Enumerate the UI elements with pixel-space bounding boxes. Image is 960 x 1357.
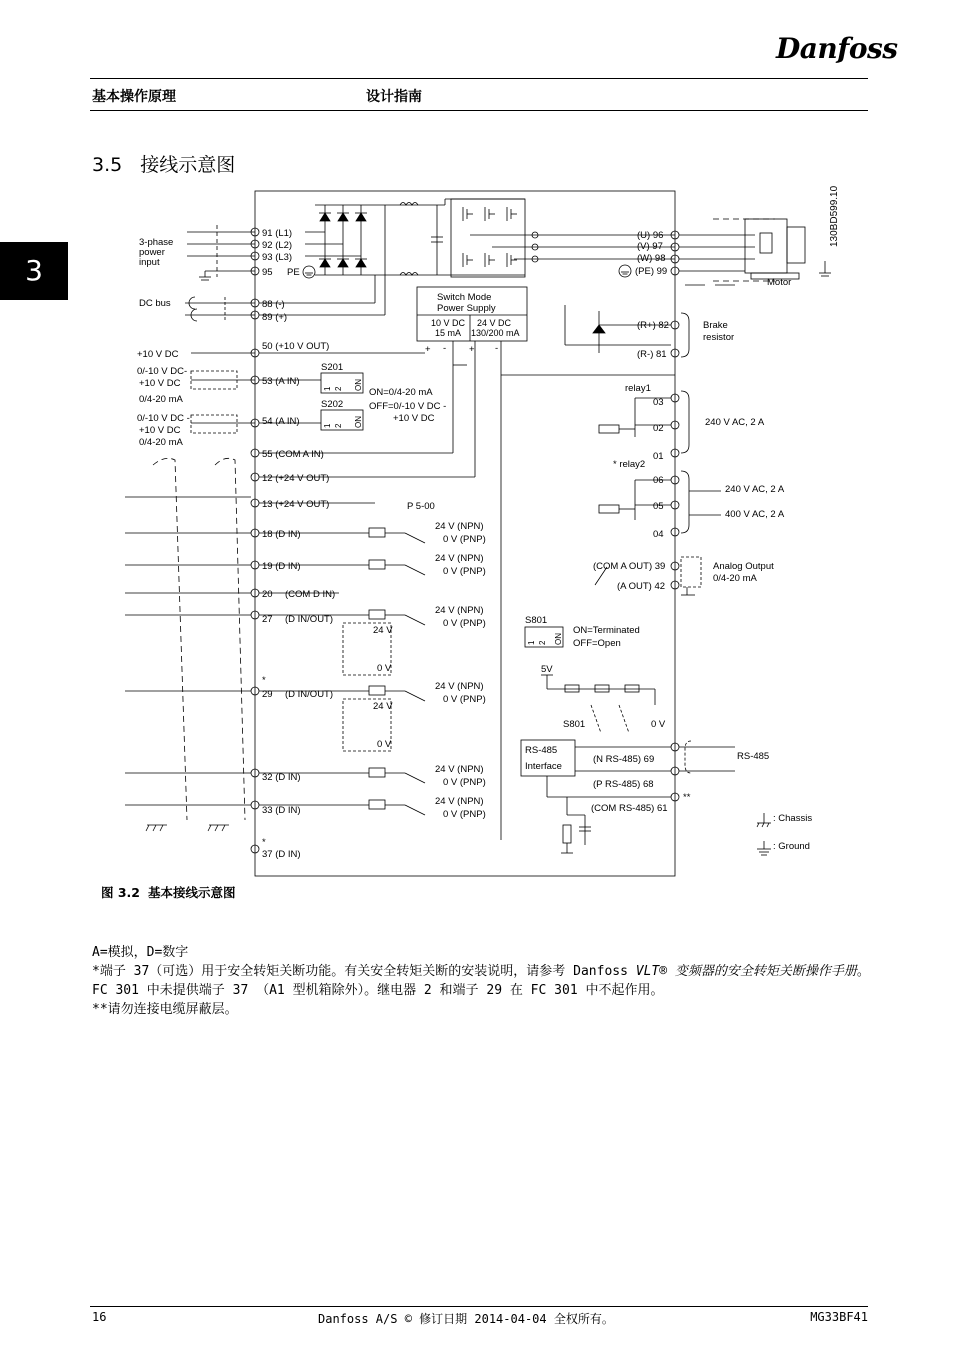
diagram-label: 10 V DC [431, 318, 466, 328]
diagram-label: 24 V (NPN) [435, 605, 484, 616]
relay2-label [613, 459, 645, 470]
diagram-label: 0 V (PNP) [443, 809, 486, 820]
term-42: (A OUT) 42 [617, 581, 666, 592]
diagram-label: * [262, 837, 266, 848]
relay1-coil [599, 425, 619, 433]
term-29: 29 [262, 689, 273, 700]
svg-text:2: 2 [538, 640, 547, 645]
term-19: 19 (D IN) [262, 561, 301, 572]
term-68: (P RS-485) 68 [593, 779, 654, 790]
svg-text:2: 2 [334, 386, 343, 391]
diagram-label: 02 [653, 423, 664, 434]
diagram-label: ON [354, 416, 363, 428]
switch-mode-psu [417, 287, 527, 355]
svg-text:1: 1 [323, 386, 332, 391]
diagram-label: * [613, 459, 617, 470]
diagram-label: RS-485 [737, 751, 770, 762]
footer-rule [90, 1306, 868, 1307]
page-number: 16 [92, 1310, 107, 1324]
note-manual-title: VLT® 变频器的安全转矩关断操作手册 [635, 964, 857, 979]
diagram-label: 24 V (NPN) [435, 681, 484, 692]
diagram-label: OFF=Open [573, 638, 621, 649]
svg-text:2: 2 [334, 423, 343, 428]
term-12: 12 (+24 V OUT) [262, 473, 330, 484]
section-title [92, 150, 253, 177]
diagram-label: 0 V (PNP) [443, 694, 486, 705]
chassis-legend [757, 813, 812, 827]
term-82: (R+) 82 [637, 320, 669, 331]
diagram-label: (D IN/OUT) [285, 689, 334, 700]
term-54: 54 (A IN) [262, 416, 300, 427]
chassis-ground-left [146, 825, 229, 831]
term-93: 93 (L3) [262, 252, 293, 263]
term-55: 55 (COM A IN) [262, 449, 324, 460]
diagram-label: 0/-10 V DC- [137, 366, 188, 377]
diagram-label: 0/-10 V DC - [137, 413, 190, 424]
diagram-label: 0 V (PNP) [443, 566, 486, 577]
inverter-bridge [451, 199, 525, 277]
diagram-label: Power Supply [437, 303, 496, 314]
term-pe: PE [287, 267, 300, 278]
diagram-label: 3-phase [139, 237, 174, 248]
note-shield: **请勿连接电缆屏蔽层。 [92, 1002, 238, 1017]
term-61: (COM RS-485) 61 [591, 803, 668, 814]
diagram-label: 01 [653, 451, 664, 462]
diagram-label: 0/4-20 mA [139, 394, 183, 405]
diagram-label: OFF=0/-10 V DC - [369, 401, 447, 412]
diagram-label: RS-485 [525, 745, 558, 756]
term-50: 50 (+10 V OUT) [262, 341, 330, 352]
diagram-label: + [425, 344, 431, 355]
svg-text:1: 1 [527, 640, 536, 645]
term-20: 20 [262, 589, 273, 600]
diagram-label: 0/4-20 mA [713, 573, 757, 584]
diagram-label: 24 V DC [477, 318, 512, 328]
chapter-tab[interactable]: 3 [0, 242, 68, 300]
diagram-label: 0 V (PNP) [443, 618, 486, 629]
p500-label: P 5-00 [407, 501, 435, 512]
term-53: 53 (A IN) [262, 376, 300, 387]
diagram-label: 0 V (PNP) [443, 534, 486, 545]
diagram-label: 130/200 mA [471, 328, 520, 338]
figure-number: 图 3.2 [101, 885, 140, 900]
term-18: 18 (D IN) [262, 529, 301, 540]
diagram-label: 24 V (NPN) [435, 796, 484, 807]
diagram-label: +10 V DC [139, 378, 181, 389]
pe-ground-icon [303, 266, 315, 278]
term-99: (PE) 99 [635, 266, 668, 277]
term-37: 37 (D IN) [262, 849, 301, 860]
dc-bus-label: DC bus [139, 298, 171, 309]
diagram-label: 0 V [377, 739, 392, 750]
diagram-label: + [469, 344, 475, 355]
note-terminal-37: *端子 37（可选）用于安全转矩关断功能。有关安全转矩关断的安装说明，请参考 Danfoss VLT® 变频器的安全转矩关断操作手册。FC 301 中未提供端子 37 （A1 型机箱除外）。继电器 2 和端子 29 在 FC 301 中不起作用。 [92, 964, 870, 998]
diagram-label: 15 mA [435, 328, 462, 338]
term-81: (R-) 81 [637, 349, 667, 360]
motor [745, 219, 787, 273]
figure-caption [101, 883, 236, 901]
term-96: (U) 96 [637, 230, 664, 241]
note-analog-digital: A=模拟，D=数字 [92, 945, 189, 960]
footer-copyright: Danfoss A/S © 修订日期 2014-04-04 全权所有。 [318, 1312, 614, 1326]
s801-label: S801 [525, 615, 548, 626]
section-number: 3.5 [92, 154, 123, 176]
diagram-label: - [495, 343, 499, 354]
diagram-label: power [139, 247, 165, 258]
wiring-diagram [125, 185, 865, 880]
digital-cable-shield [153, 458, 245, 820]
diagram-label: * [262, 675, 266, 686]
diagram-label: Switch Mode [437, 292, 492, 303]
term-69: (N RS-485) 69 [593, 754, 655, 765]
diagram-label: 24 V (NPN) [435, 764, 484, 775]
diagram-label: 05 [653, 501, 664, 512]
diagram-label: 240 V AC, 2 A [705, 417, 765, 428]
diagram-label: 0 V [651, 719, 666, 730]
term-92: 92 (L2) [262, 240, 293, 251]
diagram-label: : Chassis [773, 813, 813, 824]
term-91: 91 (L1) [262, 228, 293, 239]
diagram-label: 5V [541, 664, 553, 675]
term-98: (W) 98 [637, 253, 666, 264]
diagram-label: 24 V (NPN) [435, 553, 484, 564]
diagram-label: ON [554, 633, 563, 645]
diagram-label: +10 V DC [393, 413, 435, 424]
diagram-label: 0 V (PNP) [443, 777, 486, 788]
diagram-label: 24 V [373, 701, 393, 712]
figure-text: 基本接线示意图 [148, 885, 236, 900]
diagram-label: - [443, 343, 447, 354]
diagram-label: 04 [653, 529, 664, 540]
diagram-label: ON=Terminated [573, 625, 640, 636]
diagram-label: 06 [653, 475, 664, 486]
diagram-label: Brake [703, 320, 728, 331]
ground-legend [757, 841, 810, 855]
diagram-label: 24 V [373, 625, 393, 636]
diagram-label: ON [354, 379, 363, 391]
header-rule-top [90, 78, 868, 79]
rectifier-bridge [305, 205, 375, 275]
diagram-label: resistor [703, 332, 735, 343]
svg-text:1: 1 [323, 423, 332, 428]
relay2-coil [599, 505, 619, 513]
diagram-label: : Ground [773, 841, 810, 852]
diagram-label: Analog Output [713, 561, 774, 572]
term-97: (V) 97 [637, 241, 663, 252]
diagram-label: (COM D IN) [285, 589, 336, 600]
term-13: 13 (+24 V OUT) [262, 499, 330, 510]
term-32: 32 (D IN) [262, 772, 301, 783]
diagram-label: S801 [563, 719, 586, 730]
diagram-label: 0 V [377, 663, 392, 674]
header-guide-title: 设计指南 [366, 89, 422, 105]
diagram-label: ** [683, 792, 691, 803]
term-39: (COM A OUT) 39 [593, 561, 666, 572]
danfoss-logo: Danfoss [776, 32, 898, 65]
diagram-label: ON=0/4-20 mA [369, 387, 433, 398]
diagram-label: Interface [525, 761, 562, 772]
diagram-label: input [139, 257, 160, 268]
header-rule-bottom [90, 110, 868, 111]
diagram-label: 240 V AC, 2 A [725, 484, 785, 495]
term-89: 89 (+) [262, 312, 288, 323]
diagram-label: relay2 [619, 459, 646, 470]
s201-label: S201 [321, 362, 344, 373]
header-chapter-title: 基本操作原理 [92, 89, 176, 105]
section-name: 接线示意图 [140, 154, 236, 176]
diagram-label: 24 V (NPN) [435, 521, 484, 532]
diagram-label: +10 V DC [139, 425, 181, 436]
diagram-label: (D IN/OUT) [285, 614, 334, 625]
diagram-label: 400 V AC, 2 A [725, 509, 785, 520]
term-33: 33 (D IN) [262, 805, 301, 816]
power-input-group [139, 225, 255, 280]
doc-code-footer: MG33BF41 [810, 1310, 868, 1324]
term-88: 88 (-) [262, 299, 285, 310]
term-95: 95 [262, 267, 273, 278]
diagram-label: 0/4-20 mA [139, 437, 183, 448]
doc-code: 130BD599.10 [829, 185, 840, 247]
plus10-label: +10 V DC [137, 349, 179, 360]
brake-bracket [681, 313, 689, 357]
s202-label: S202 [321, 399, 344, 410]
notes [92, 943, 870, 1019]
term-27: 27 [262, 614, 273, 625]
relay1-label: relay1 [625, 383, 651, 394]
diagram-label: 03 [653, 397, 664, 408]
motor-label: Motor [767, 277, 792, 288]
